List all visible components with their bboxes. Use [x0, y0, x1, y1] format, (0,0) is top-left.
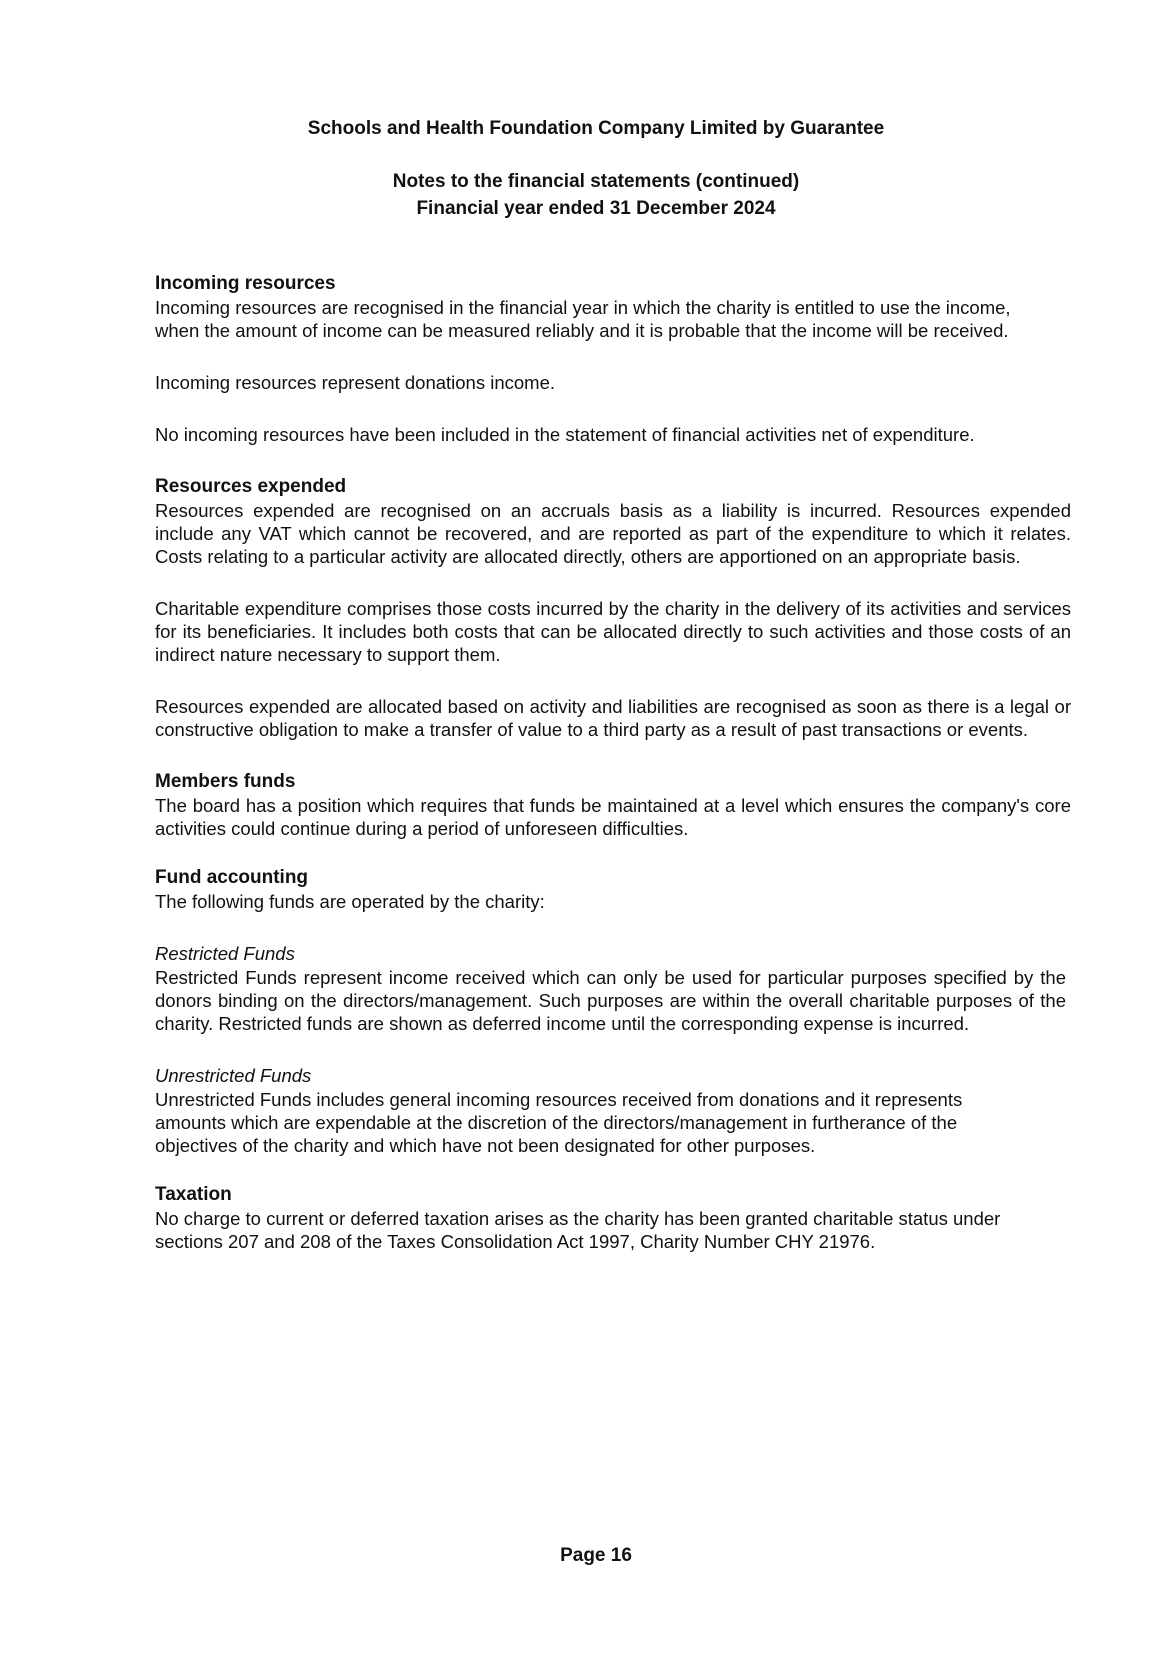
section-heading: Fund accounting [155, 867, 309, 888]
paragraph: Resources expended are allocated based on activity and liabilities are recognised as soon as there is a legal or constructive obligation to make a transfer of value to a third party as a result of past transactions or events. [155, 696, 1071, 740]
paragraph: Resources expended are recognised on an accruals basis as a liability is incurred. Resources expended include any VAT which cannot be recovered, and are reported as part of the expenditure to which it relates. Costs relating to a particular activity are allocated directly, others are apportioned on an appropriate basis. [155, 500, 1071, 567]
section-members-funds [155, 770, 1071, 840]
notes-content [155, 272, 1071, 1253]
section-heading: Taxation [155, 1184, 232, 1205]
subsection-heading-unrestricted: Unrestricted Funds [155, 1065, 312, 1086]
section-incoming-resources [155, 272, 1071, 446]
paragraph: Unrestricted Funds includes general incoming resources received from donations and it represents amounts which are expendable at the discretion of the directors/management in furtherance of the objectives of the charity and which have not been designated for other purposes. [155, 1089, 963, 1156]
paragraph: Incoming resources are recognised in the financial year in which the charity is entitled to use the income, when the amount of income can be measured reliably and it is probable that the income will be received. [155, 297, 1011, 341]
paragraph: No incoming resources have been included in the statement of financial activities net of expenditure. [155, 424, 975, 445]
subsection-heading-restricted: Restricted Funds [155, 943, 295, 964]
section-resources-expended [155, 475, 1071, 741]
paragraph: No charge to current or deferred taxation arises as the charity has been granted charitable status under sections 207 and 208 of the Taxes Consolidation Act 1997, Charity Number CHY 21976. [155, 1208, 1001, 1252]
financial-year: Financial year ended 31 December 2024 [416, 198, 776, 219]
paragraph: Incoming resources represent donations income. [155, 372, 556, 393]
page-number: Page 16 [560, 1545, 632, 1566]
paragraph: The board has a position which requires that funds be maintained at a level which ensures the company's core activities could continue during a period of unforeseen difficulties. [155, 795, 1071, 839]
section-heading: Resources expended [155, 476, 347, 497]
section-heading: Incoming resources [155, 273, 336, 294]
notes-title: Notes to the financial statements (continued) [392, 171, 800, 192]
paragraph: Charitable expenditure comprises those costs incurred by the charity in the delivery of its activities and services for its beneficiaries. It includes both costs that can be allocated directly to such activities and those costs of an indirect nature necessary to support them. [155, 598, 1071, 665]
paragraph: The following funds are operated by the charity: [155, 891, 545, 912]
section-taxation [155, 1183, 1071, 1253]
paragraph: Restricted Funds represent income received which can only be used for particular purposes specified by the donors binding on the directors/management. Such purposes are within the overall charitable purposes of the charity. Restricted funds are shown as deferred income until the corresponding expense is incurred. [155, 967, 1066, 1034]
company-name: Schools and Health Foundation Company Limited by Guarantee [307, 118, 885, 139]
section-fund-accounting [155, 866, 1071, 1157]
section-heading: Members funds [155, 771, 296, 792]
